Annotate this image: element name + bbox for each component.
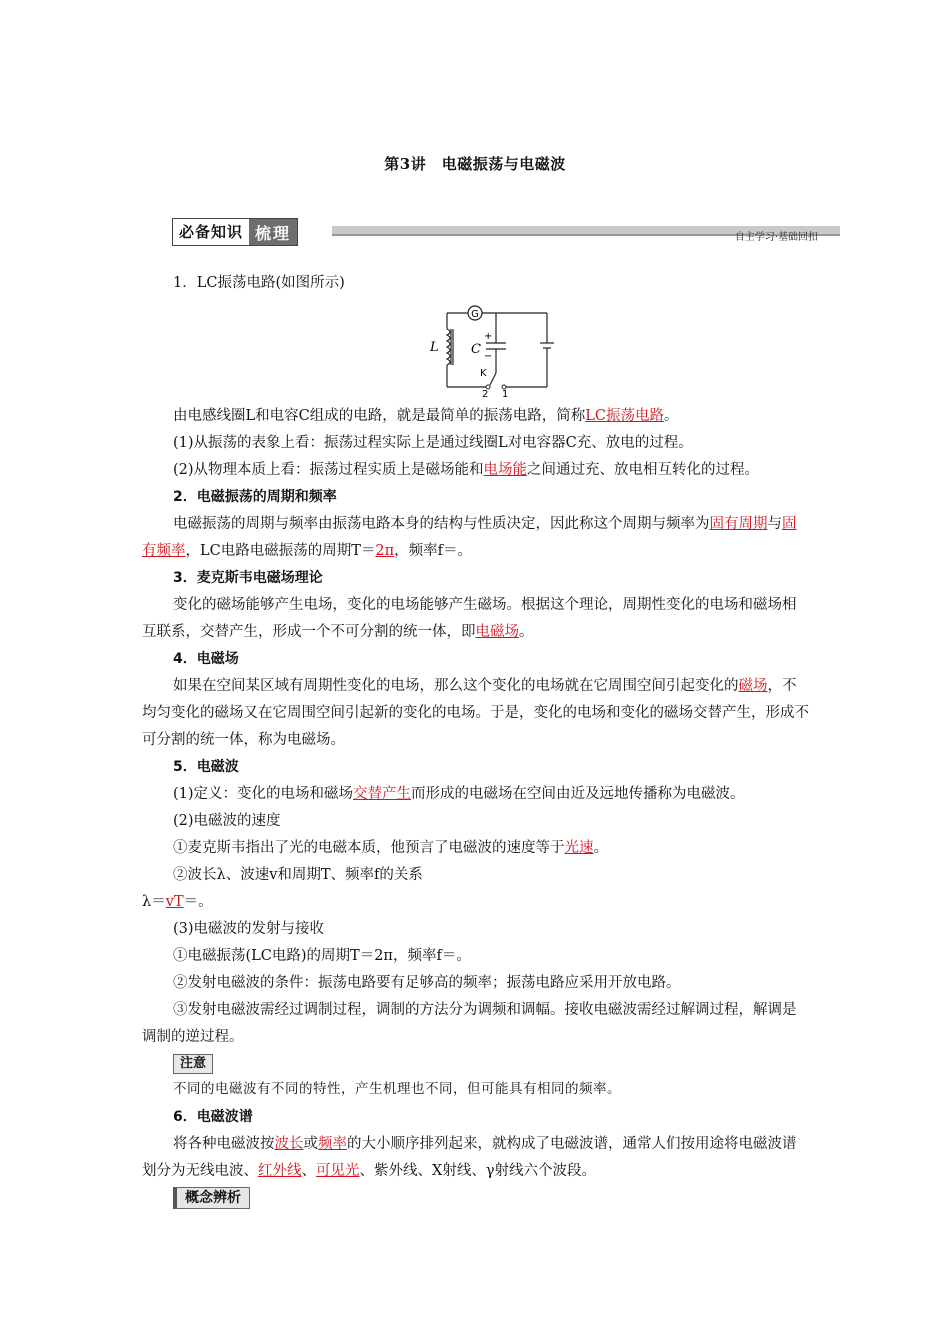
note-tag: 注意 [173,1054,213,1074]
s5-emit-heading: (3)电磁波的发射与接收 [173,921,325,937]
minus-label: − [484,351,493,362]
s4-heading: 4．电磁场 [173,651,239,667]
s5-heading: 5．电磁波 [173,759,239,775]
s5-speed-2: ②波长λ、波速v和周期T、频率f的关系 [173,867,423,883]
s5-emit-1: ①电磁振荡(LC电路)的周期T＝2π，频率f＝。 [173,948,471,964]
s4-paragraph-1: 如果在空间某区域有周期性变化的电场，那么这个变化的电场就在它周围空间引起变化的磁场，不均匀变化的磁场又在它周围空间引起新的变化的电场。于是，变化的电场和变化的磁场交替产生，形成不可分割的统一体，称为电磁场。 [142,678,809,748]
answer-two-pi: 2π [375,543,395,559]
answer-vt: vT [165,894,184,910]
answer-natural-frequency: 固有频率 [142,516,797,559]
galvanometer-label: G [471,309,479,320]
s5-emit-3: ③发射电磁波需经过调制过程，调制的方法分为调频和调幅。接收电磁波需经过解调过程，解调是调制的逆过程。 [142,1002,797,1045]
inductor-label: L [430,340,439,355]
s2-paragraph-1: 电磁振荡的周期与频率由振荡电路本身的结构与性质决定，因此称这个周期与频率为固有周期与固有频率，LC电路电磁振荡的周期T＝2π，频率f＝。 [142,516,797,559]
plus-label: + [484,331,493,342]
capacitor-label: C [471,342,481,357]
lc-circuit-diagram [422,301,562,397]
answer-em-field: 电磁场 [475,624,519,640]
s6-heading: 6．电磁波谱 [173,1109,253,1125]
s5-speed-1: ①麦克斯韦指出了光的电磁本质，他预言了电磁波的速度等于光速。 [173,840,608,856]
banner-tag-highlight: 梳理 [249,219,297,245]
answer-light-speed: 光速 [564,840,594,856]
s2-heading: 2．电磁振荡的周期和频率 [173,489,337,505]
s1-paragraph-2: (1)从振荡的表象上看：振荡过程实际上是通过线圈L对电容器C充、放电的过程。 [173,435,693,451]
answer-alternate: 交替产生 [353,786,412,802]
content-body [142,270,810,1209]
s3-paragraph-1: 变化的磁场能够产生电场，变化的电场能够产生磁场。根据这个理论，周期性变化的电场和磁场相互联系，交替产生，形成一个不可分割的统一体，即电磁场。 [142,597,797,640]
contact-1-label: 1 [502,389,509,397]
answer-electric-energy: 电场能 [483,462,528,478]
banner-tag-main: 必备知识 [173,219,249,245]
switch-label: K [480,368,487,379]
answer-infrared: 红外线 [258,1163,302,1179]
s5-emit-2: ②发射电磁波的条件：振荡电路要有足够高的频率；振荡电路应采用开放电路。 [173,975,681,991]
s1-paragraph-1: 由电感线圈L和电容C组成的电路，就是最简单的振荡电路，简称LC振荡电路。 [173,408,679,424]
answer-wavelength: 波长 [274,1136,304,1152]
banner-subtitle: 自主学习·基础回扣 [734,232,818,243]
s6-paragraph-1: 将各种电磁波按波长或频率的大小顺序排列起来，就构成了电磁波谱，通常人们按用途将电磁波谱划分为无线电波、红外线、可见光、紫外线、X射线、γ射线六个波段。 [142,1136,797,1179]
contact-2-label: 2 [482,389,489,397]
answer-visible-light: 可见光 [316,1163,360,1179]
s3-heading: 3．麦克斯韦电磁场理论 [173,570,323,586]
s5-speed-3: λ＝vT＝。 [142,894,213,910]
answer-lc-circuit: LC振荡电路 [585,408,664,424]
answer-natural-period: 固有周期 [709,516,768,532]
concept-tag: 概念辨析 [173,1187,250,1209]
note-text: 不同的电磁波有不同的特性，产生机理也不同，但可能具有相同的频率。 [173,1081,621,1097]
page-title: 第3讲 电磁振荡与电磁波 [384,155,566,173]
answer-frequency: 频率 [318,1136,347,1152]
s5-speed-heading: (2)电磁波的速度 [173,813,281,829]
s1-heading: 1．LC振荡电路(如图所示) [173,275,345,291]
answer-magnetic-field: 磁场 [738,678,768,694]
section-banner [172,218,840,246]
banner-tag [172,218,298,246]
s1-paragraph-3: (2)从物理本质上看：振荡过程实质上是磁场能和电场能之间通过充、放电相互转化的过程。 [173,462,760,478]
s5-definition: (1)定义：变化的电场和磁场交替产生而形成的电磁场在空间由近及远地传播称为电磁波。 [173,786,745,802]
